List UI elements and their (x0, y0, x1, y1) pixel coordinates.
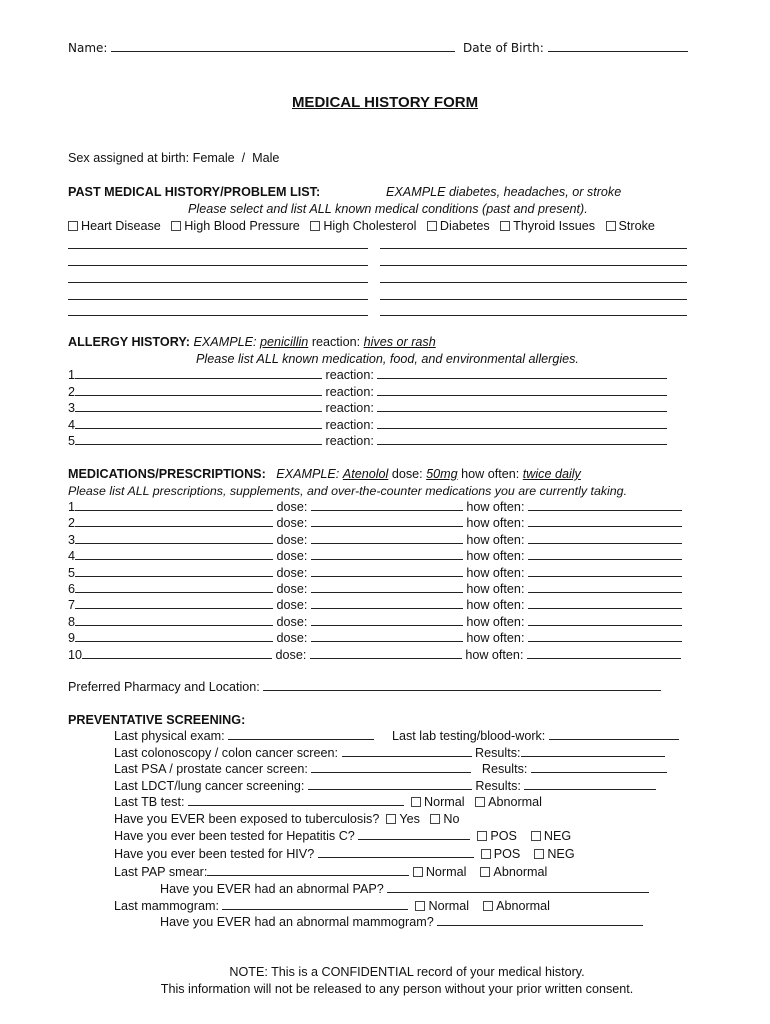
medication-name-field[interactable] (82, 647, 272, 659)
mammogram-abnormal-label: Have you EVER had an abnormal mammogram? (160, 915, 434, 929)
allergy-name-field[interactable] (75, 367, 322, 379)
pharmacy-row (68, 679, 661, 695)
pmh-line-right[interactable] (380, 315, 687, 316)
row-number: 6 (68, 582, 76, 596)
how-often-label: how often: (466, 565, 525, 580)
tb-row (114, 794, 542, 810)
physical-label: Last physical exam: (114, 729, 225, 743)
allergy-instruction: Please list ALL known medication, food, and environmental allergies. (196, 352, 579, 366)
meds-example-med: Atenolol (342, 467, 389, 481)
pmh-line-right[interactable] (380, 265, 687, 266)
colonoscopy-field[interactable] (342, 745, 472, 757)
condition-stroke[interactable]: Stroke (606, 219, 655, 233)
checkbox-icon (430, 814, 440, 824)
sex-row (68, 150, 279, 166)
mammogram-abnormal-row (160, 914, 643, 930)
pmh-heading-row: PAST MEDICAL HISTORY/PROBLEM LIST: (68, 185, 321, 199)
name-label: Name: (68, 41, 108, 55)
allergy-example-med: penicillin (260, 335, 309, 349)
meds-example-often-label: how often: (461, 467, 520, 481)
results-label: Results: (475, 746, 521, 760)
tb-field[interactable] (188, 794, 404, 806)
medication-name-field[interactable] (75, 532, 273, 544)
how-often-label: how often: (466, 582, 525, 596)
pharmacy-label: Preferred Pharmacy and Location: (68, 680, 260, 694)
physical-field[interactable] (228, 728, 374, 740)
dose-label: dose: (276, 532, 308, 547)
allergy-reaction-field[interactable] (377, 384, 667, 396)
dose-field[interactable] (311, 581, 463, 593)
hepc-label: Have you ever been tested for Hepatitis C? (114, 829, 355, 843)
dose-label: dose: (276, 565, 308, 580)
medication-row (68, 614, 682, 630)
hiv-row (114, 846, 575, 862)
pmh-line-right[interactable] (380, 299, 687, 300)
dose-label: dose: (276, 598, 308, 613)
allergy-heading-row: ALLERGY HISTORY: EXAMPLE: penicillin reaction: hives or rash (68, 335, 436, 349)
dose-label: dose: (276, 614, 308, 629)
allergy-name-field[interactable] (75, 417, 322, 429)
allergy-row: 1 reaction: (68, 367, 667, 383)
row-number: 5 (68, 565, 76, 580)
medication-name-field[interactable] (75, 597, 273, 609)
hepc-row (114, 828, 571, 844)
ldct-label: Last LDCT/lung cancer screening: (114, 779, 305, 793)
how-often-field[interactable] (528, 565, 682, 577)
sex-options[interactable]: Female / Male (192, 151, 280, 165)
checkbox-icon (500, 221, 510, 231)
how-often-field[interactable] (528, 630, 682, 642)
medication-row (68, 548, 682, 564)
checkbox-icon (386, 814, 396, 824)
medication-row (68, 532, 682, 548)
name-row (68, 40, 455, 56)
tb-label: Last TB test: (114, 795, 185, 809)
checkbox-icon (411, 797, 421, 807)
psa-field[interactable] (311, 761, 471, 773)
medication-name-field[interactable] (75, 515, 273, 527)
name-field[interactable] (111, 40, 455, 52)
tb-normal-option[interactable]: Normal (411, 795, 465, 809)
results-label: Results: (481, 762, 528, 776)
how-often-field[interactable] (528, 597, 682, 609)
pap-abnormal-row (160, 881, 649, 897)
hiv-field[interactable] (318, 846, 474, 858)
dose-field[interactable] (311, 630, 463, 642)
allergy-name-field[interactable] (75, 400, 322, 412)
medication-name-field[interactable] (75, 548, 273, 560)
checkbox-icon (483, 901, 493, 911)
meds-heading-row: MEDICATIONS/PRESCRIPTIONS: EXAMPLE: Atenolol dose: 50mg how often: twice daily (68, 467, 581, 481)
pmh-line-left[interactable] (68, 248, 368, 249)
pmh-line-left[interactable] (68, 299, 368, 300)
medication-name-field[interactable] (75, 614, 273, 626)
checkbox-icon (475, 797, 485, 807)
mammogram-field[interactable] (222, 898, 408, 910)
dose-field[interactable] (310, 647, 462, 659)
checkbox-icon (310, 221, 320, 231)
results-label: Results: (475, 779, 521, 793)
mammogram-row (114, 898, 550, 914)
allergy-reaction-field[interactable] (377, 417, 667, 429)
dose-field[interactable] (311, 532, 463, 544)
allergy-reaction-field[interactable] (377, 367, 667, 379)
how-often-label: how often: (466, 598, 525, 613)
hiv-label: Have you ever been tested for HIV? (114, 847, 315, 861)
allergy-reaction-field[interactable] (377, 433, 667, 445)
medication-name-field[interactable] (75, 499, 273, 511)
page-title: MEDICAL HISTORY FORM (291, 94, 479, 111)
medication-name-field[interactable] (75, 630, 273, 642)
how-often-field[interactable] (528, 532, 682, 544)
allergy-row: 2 reaction: (68, 384, 667, 400)
lab-field[interactable] (549, 728, 679, 740)
dose-label: dose: (276, 631, 308, 646)
meds-example-dose: 50mg (426, 467, 458, 481)
medication-row (68, 499, 682, 515)
hepc-neg-option[interactable]: NEG (531, 829, 571, 843)
psa-results-field[interactable] (531, 761, 667, 773)
pmh-line-left[interactable] (68, 265, 368, 266)
checkbox-icon (427, 221, 437, 231)
allergy-example-prefix: EXAMPLE: (193, 335, 257, 349)
lab-label: Last lab testing/blood-work: (392, 729, 546, 743)
pap-label: Last PAP smear: (114, 865, 208, 879)
row-number: 10 (68, 647, 83, 662)
screening-heading-row: PREVENTATIVE SCREENING: (68, 713, 246, 727)
checkbox-icon (606, 221, 616, 231)
how-often-field[interactable] (528, 581, 682, 593)
dose-label: dose: (276, 582, 308, 596)
condition-high-blood-pressure[interactable]: High Blood Pressure (171, 219, 300, 233)
allergy-example-reaction-label: reaction: (311, 335, 361, 349)
pap-abnormal-field[interactable] (387, 881, 649, 893)
row-number: 8 (68, 614, 76, 629)
how-often-label: how often: (465, 647, 524, 662)
medication-name-field[interactable] (75, 565, 273, 577)
row-number: 4 (68, 549, 76, 564)
how-often-label: how often: (466, 516, 525, 531)
allergy-reaction-field[interactable] (377, 400, 667, 412)
row-number: 7 (68, 598, 76, 613)
tb-abnormal-option[interactable]: Abnormal (475, 795, 542, 809)
reaction-label: reaction: (325, 418, 374, 432)
meds-example-prefix: EXAMPLE: (276, 467, 340, 481)
dose-field[interactable] (311, 499, 463, 511)
row-number: 2 (68, 516, 76, 531)
footer-note: NOTE: This is a CONFIDENTIAL record of your medical history. (229, 965, 585, 979)
psa-label: Last PSA / prostate cancer screen: (114, 762, 308, 776)
meds-example-dose-label: dose: (391, 467, 423, 481)
medication-row (68, 565, 682, 581)
reaction-label: reaction: (325, 368, 374, 382)
pap-normal-option[interactable]: Normal (413, 865, 467, 879)
allergy-name-field[interactable] (75, 384, 322, 396)
how-often-label: how often: (466, 500, 525, 514)
checkbox-icon (171, 221, 181, 231)
allergy-example-reaction: hives or rash (363, 335, 436, 349)
checkbox-icon (477, 831, 487, 841)
checkbox-icon (413, 867, 423, 877)
tb-exposed-label: Have you EVER been exposed to tuberculosis? (114, 812, 380, 826)
how-often-field[interactable] (528, 499, 682, 511)
how-often-field[interactable] (528, 614, 682, 626)
allergy-row: 5 reaction: (68, 433, 667, 449)
ldct-results-field[interactable] (524, 778, 656, 790)
checkbox-icon (531, 831, 541, 841)
pmh-instruction: Please select and list ALL known medical conditions (past and present). (188, 202, 588, 216)
dose-field[interactable] (311, 614, 463, 626)
mammogram-abnormal-option[interactable]: Abnormal (483, 899, 550, 913)
how-often-field[interactable] (527, 647, 681, 659)
pap-field[interactable] (207, 864, 409, 876)
reaction-label: reaction: (325, 401, 374, 415)
pap-row (114, 864, 547, 880)
row-number: 9 (68, 631, 76, 646)
pmh-conditions (68, 218, 655, 234)
pmh-line-right[interactable] (380, 248, 687, 249)
tb-yes-option[interactable]: Yes (386, 812, 420, 826)
allergy-row: 3 reaction: (68, 400, 667, 416)
dose-label: dose: (276, 549, 308, 564)
dose-label: dose: (276, 516, 308, 531)
tb-no-option[interactable]: No (430, 812, 459, 826)
dose-field[interactable] (311, 597, 463, 609)
ldct-row (114, 778, 656, 794)
medication-row (68, 597, 682, 613)
psa-row (114, 761, 667, 777)
medication-row (68, 647, 681, 663)
meds-example-often: twice daily (522, 467, 581, 481)
hepc-field[interactable] (358, 828, 470, 840)
pmh-line-right[interactable] (380, 282, 687, 283)
ldct-field[interactable] (308, 778, 472, 790)
tb-exposed-row (114, 811, 460, 827)
dose-label: dose: (275, 647, 307, 662)
reaction-label: reaction: (325, 434, 374, 448)
colonoscopy-results-field[interactable] (521, 745, 665, 757)
pmh-heading: PAST MEDICAL HISTORY/PROBLEM LIST (68, 185, 316, 199)
how-often-field[interactable] (528, 548, 682, 560)
medication-row (68, 515, 682, 531)
dob-label: Date of Birth: (463, 41, 544, 55)
dose-label: dose: (276, 500, 308, 514)
screening-heading: PREVENTATIVE SCREENING (68, 713, 242, 727)
dose-field[interactable] (311, 548, 463, 560)
colonoscopy-row (114, 745, 665, 761)
lab-row (392, 728, 679, 744)
meds-heading: MEDICATIONS/PRESCRIPTIONS (68, 467, 262, 481)
pap-abnormal-label: Have you EVER had an abnormal PAP? (160, 882, 384, 896)
footer-consent: This information will not be released to any person without your prior written consent. (160, 982, 634, 996)
mammogram-label: Last mammogram: (114, 899, 219, 913)
row-number: 1 (68, 500, 76, 514)
hiv-pos-option[interactable]: POS (481, 847, 521, 861)
hiv-neg-option[interactable]: NEG (534, 847, 574, 861)
colonoscopy-label: Last colonoscopy / colon cancer screen: (114, 746, 339, 760)
mammogram-normal-option[interactable]: Normal (415, 899, 469, 913)
medication-row (68, 630, 682, 646)
reaction-label: reaction: (325, 385, 374, 399)
pmh-example: EXAMPLE diabetes, headaches, or stroke (386, 185, 622, 199)
checkbox-icon (415, 901, 425, 911)
how-often-label: how often: (466, 532, 525, 547)
physical-row (114, 728, 374, 744)
row-number: 3 (68, 532, 76, 547)
medication-row (68, 581, 682, 597)
checkbox-icon (534, 849, 544, 859)
dob-field[interactable] (548, 40, 688, 52)
checkbox-icon (68, 221, 78, 231)
pap-abnormal-option[interactable]: Abnormal (480, 865, 547, 879)
dob-row (463, 40, 688, 56)
pharmacy-field[interactable] (263, 679, 661, 691)
how-often-label: how often: (466, 549, 525, 564)
sex-label: Sex assigned at birth: (68, 151, 190, 165)
condition-thyroid-issues[interactable]: Thyroid Issues (500, 219, 595, 233)
checkbox-icon (480, 867, 490, 877)
pmh-line-left[interactable] (68, 315, 368, 316)
condition-heart-disease[interactable]: Heart Disease (68, 219, 161, 233)
hepc-pos-option[interactable]: POS (477, 829, 517, 843)
allergy-name-field[interactable] (75, 433, 322, 445)
how-often-label: how often: (466, 631, 525, 646)
checkbox-icon (481, 849, 491, 859)
allergy-row: 4 reaction: (68, 417, 667, 433)
dose-field[interactable] (311, 515, 463, 527)
medication-name-field[interactable] (75, 581, 273, 593)
allergy-heading: ALLERGY HISTORY (68, 335, 186, 349)
dose-field[interactable] (311, 565, 463, 577)
condition-diabetes[interactable]: Diabetes (427, 219, 490, 233)
pmh-line-left[interactable] (68, 282, 368, 283)
how-often-field[interactable] (528, 515, 682, 527)
condition-high-cholesterol[interactable]: High Cholesterol (310, 219, 416, 233)
meds-instruction: Please list ALL prescriptions, supplements, and over-the-counter medications you are currently taking. (68, 484, 628, 498)
mammogram-abnormal-field[interactable] (437, 914, 643, 926)
how-often-label: how often: (466, 614, 525, 629)
